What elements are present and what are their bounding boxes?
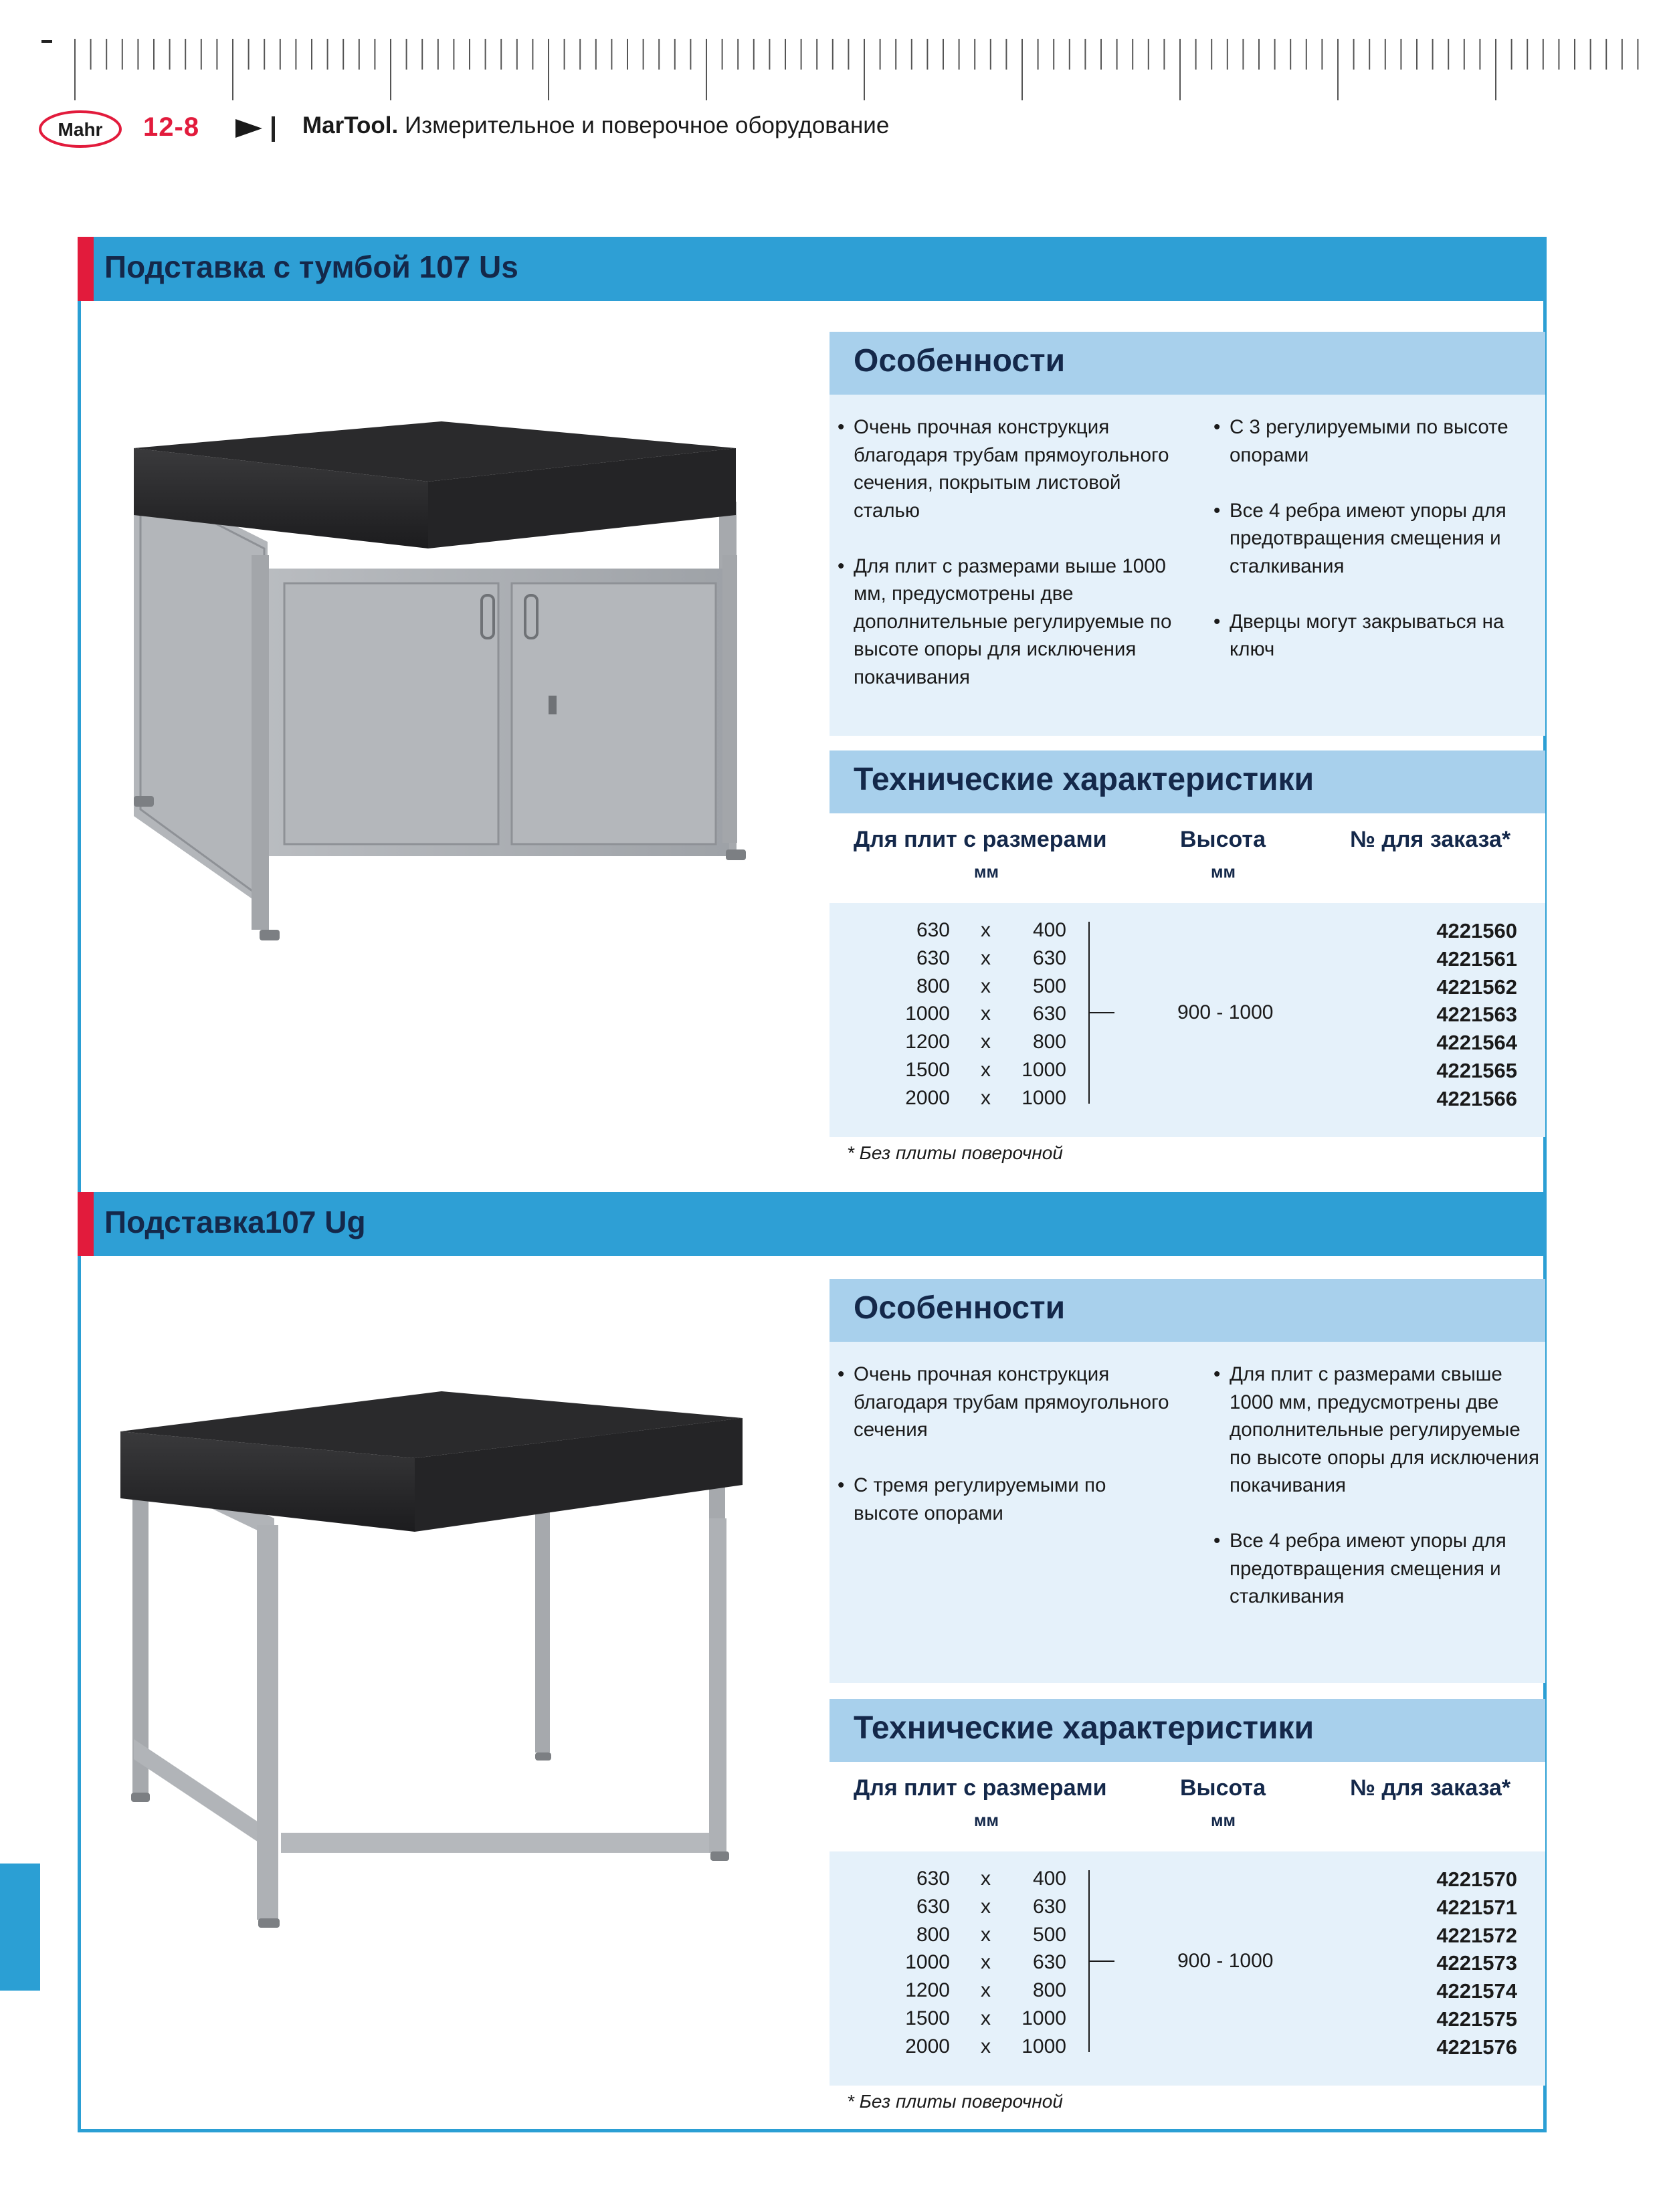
row-times: x [981, 1003, 991, 1025]
row-times: x [981, 2007, 991, 2029]
section-2-features-right [1213, 1361, 1541, 1638]
features-title: Особенности [854, 343, 1066, 379]
section-1-features-left [838, 413, 1172, 719]
mahr-logo [39, 110, 122, 148]
section-2-title-bar [78, 1192, 1547, 1256]
feature-item: • Очень прочная конструкция благодаря трубам прямоугольного сечения, покрытым листовой сталью [838, 413, 1172, 524]
specs-title: Технические характеристики [854, 1710, 1314, 1746]
row-width: 800 [916, 975, 950, 997]
ruler-dash [41, 40, 52, 43]
order-number: 4221566 [1436, 1086, 1517, 1110]
section-1-specs-panel [830, 750, 1545, 1137]
header-title [302, 112, 889, 139]
feature-item: • Для плит с размерами выше 1000 мм, предусмотрены две дополнительные регулируемые по высоте опоры для исключения покачивания [838, 552, 1172, 692]
section-1-features-right [1213, 413, 1541, 691]
section-1-title-bar [78, 237, 1547, 301]
row-depth: 1000 [1021, 1059, 1066, 1081]
row-width: 2000 [905, 2035, 950, 2057]
features-header [830, 332, 1545, 395]
row-times: x [981, 1979, 991, 2002]
feature-item: • Дверцы могут закрываться на ключ [1213, 608, 1541, 664]
order-number: 4221563 [1436, 1003, 1517, 1027]
row-times: x [981, 2035, 991, 2057]
order-number: 4221571 [1436, 1895, 1517, 1919]
row-depth: 1000 [1021, 2007, 1066, 2029]
page-number: 12-8 [143, 112, 200, 142]
row-width: 1000 [905, 1003, 950, 1025]
section-2-specs-panel [830, 1699, 1545, 2086]
feature-item: • Для плит с размерами свыше 1000 мм, предусмотрены две дополнительные регулируемые по высоте опоры для исключения покачивания [1213, 1361, 1541, 1500]
col-height-unit: мм [1211, 863, 1236, 882]
order-number: 4221570 [1436, 1868, 1517, 1891]
col-size-unit: мм [974, 863, 999, 882]
section-2-title: Подставка107 Ug [104, 1205, 366, 1239]
feature-item: • Все 4 ребра имеют упоры для предотвращения смещения и сталкивания [1213, 497, 1541, 581]
row-depth: 500 [1032, 1923, 1066, 1946]
title-marker [78, 1192, 94, 1256]
feature-item: • Все 4 ребра имеют упоры для предотвращения смещения и сталкивания [1213, 1527, 1541, 1611]
row-depth: 630 [1032, 1003, 1066, 1025]
side-tab [0, 1864, 40, 1991]
row-width: 1000 [905, 1951, 950, 1974]
order-number: 4221561 [1436, 946, 1517, 971]
feature-item: • Очень прочная конструкция благодаря трубам прямоугольного сечения [838, 1361, 1172, 1444]
top-ruler [0, 0, 1659, 107]
feature-item: • С тремя регулируемыми по высоте опорами [838, 1472, 1172, 1527]
row-depth: 400 [1032, 919, 1066, 941]
height-value: 900 - 1000 [1177, 1001, 1274, 1023]
row-times: x [981, 1059, 991, 1081]
row-times: x [981, 1895, 991, 1918]
col-height-header: Высота [1180, 827, 1266, 852]
row-times: x [981, 1868, 991, 1890]
brand-name: MarTool. [302, 112, 399, 138]
row-depth: 800 [1032, 1031, 1066, 1053]
row-width: 1200 [905, 1031, 950, 1053]
specs-header [830, 1699, 1545, 1762]
section-2-features-left [838, 1361, 1172, 1555]
order-number: 4221573 [1436, 1951, 1517, 1975]
row-width: 1200 [905, 1979, 950, 2002]
col-height-header: Высота [1180, 1775, 1266, 1801]
open-stand-image [107, 1365, 749, 1933]
order-number: 4221562 [1436, 975, 1517, 999]
title-marker [78, 237, 94, 301]
row-times: x [981, 1923, 991, 1946]
section-1-features-panel [830, 332, 1545, 736]
row-width: 1500 [905, 2007, 950, 2029]
cabinet-stand-image [120, 401, 763, 950]
play-arrow-icon [235, 118, 265, 139]
section-2-footnote: * Без плиты поверочной [847, 2091, 1063, 2112]
row-width: 630 [916, 1868, 950, 1890]
section-1-title: Подставка с тумбой 107 Us [104, 249, 518, 284]
col-size-unit: мм [974, 1811, 999, 1830]
row-times: x [981, 946, 991, 969]
col-size-header: Для плит с размерами [854, 1775, 1107, 1801]
row-depth: 800 [1032, 1979, 1066, 2002]
order-number: 4221565 [1436, 1059, 1517, 1082]
col-order-header: № для заказа* [1350, 827, 1511, 852]
row-depth: 500 [1032, 975, 1066, 997]
specs-header [830, 750, 1545, 813]
row-depth: 630 [1032, 946, 1066, 969]
row-times: x [981, 1086, 991, 1109]
header-subtitle: Измерительное и поверочное оборудование [404, 112, 890, 138]
col-height-unit: мм [1211, 1811, 1236, 1830]
order-number: 4221576 [1436, 2035, 1517, 2059]
col-size-header: Для плит с размерами [854, 827, 1107, 852]
feature-item: • С 3 регулируемыми по высоте опорами [1213, 413, 1541, 469]
row-times: x [981, 1951, 991, 1974]
row-width: 630 [916, 1895, 950, 1918]
height-value: 900 - 1000 [1177, 1950, 1274, 1972]
row-times: x [981, 975, 991, 997]
order-number: 4221574 [1436, 1979, 1517, 2003]
ruler-ticks [0, 0, 1659, 107]
row-depth: 1000 [1021, 2035, 1066, 2057]
col-order-header: № для заказа* [1350, 1775, 1511, 1801]
header-divider [272, 116, 275, 142]
row-depth: 630 [1032, 1951, 1066, 1974]
features-header [830, 1279, 1545, 1342]
row-depth: 630 [1032, 1895, 1066, 1918]
specs-title: Технические характеристики [854, 762, 1314, 797]
order-number: 4221572 [1436, 1923, 1517, 1947]
row-times: x [981, 1031, 991, 1053]
row-width: 630 [916, 946, 950, 969]
row-times: x [981, 919, 991, 941]
section-1-footnote: * Без плиты поверочной [847, 1142, 1063, 1163]
row-width: 800 [916, 1923, 950, 1946]
row-width: 1500 [905, 1059, 950, 1081]
order-number: 4221560 [1436, 919, 1517, 942]
order-number: 4221575 [1436, 2007, 1517, 2031]
logo-text: Mahr [58, 119, 103, 140]
section-2-features-panel [830, 1279, 1545, 1683]
row-width: 2000 [905, 1086, 950, 1109]
row-depth: 400 [1032, 1868, 1066, 1890]
row-width: 630 [916, 919, 950, 941]
features-title: Особенности [854, 1290, 1066, 1326]
order-number: 4221564 [1436, 1031, 1517, 1055]
row-depth: 1000 [1021, 1086, 1066, 1109]
specs-rows [830, 906, 1545, 1137]
specs-rows [830, 1854, 1545, 2086]
